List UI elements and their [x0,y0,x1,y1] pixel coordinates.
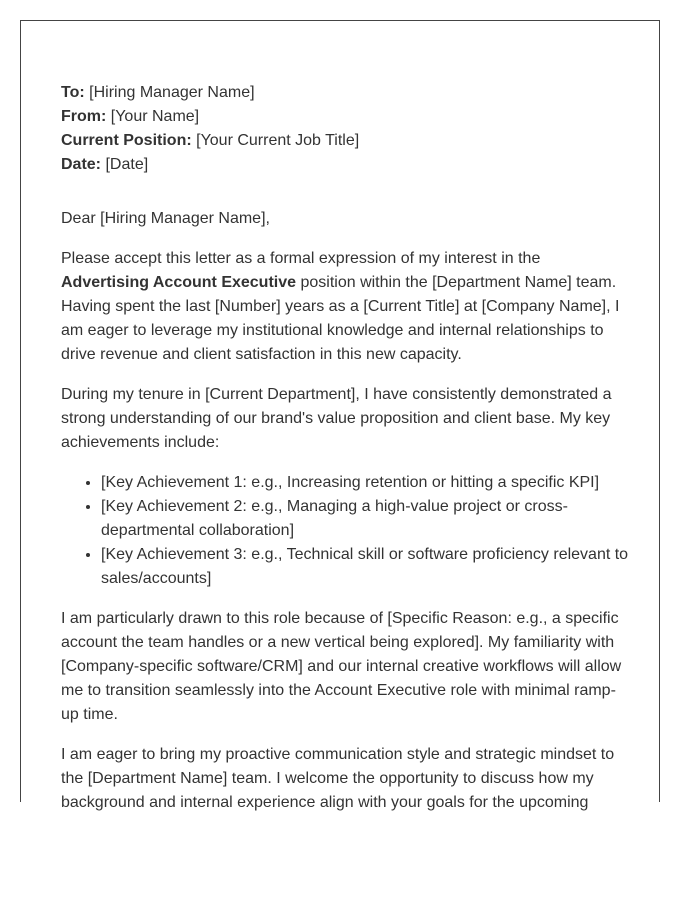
current-position-value: [Your Current Job Title] [196,132,360,149]
letter-page [20,20,660,811]
to-label: To: [61,84,85,101]
date-label: Date: [61,156,102,173]
achievements-list [61,471,631,591]
intro-text-end: position within the [Department Name] team. Having spent the last [Number] years as a [Current Title] at [Company Name], I am eager to leverage my institutional knowledge and internal relationships to drive revenue and client satisfaction in this new capacity. [61,274,620,363]
target-role-title: Advertising Account Executive [61,274,297,291]
to-line [61,81,631,105]
date-value: [Date] [105,156,149,173]
tenure-paragraph: During my tenure in [Current Department], I have consistently demonstrated a strong understanding of our brand's value proposition and client base. My key achievements include: [61,386,612,451]
current-position-label: Current Position: [61,132,192,149]
motivation-paragraph: I am particularly drawn to this role because of [Specific Reason: e.g., a specific account the team handles or a new vertical being explored]. My familiarity with [Company-specific software/CRM] and our internal creative workflows will allow me to transition seamlessly into the Account Executive role with minimal ramp-up time. [61,610,622,723]
to-value: [Hiring Manager Name] [89,84,255,101]
intro-text-start: Please accept this letter as a formal expression of my interest in the [61,250,541,267]
from-label: From: [61,108,107,125]
date-line [61,153,631,177]
achievement-item: • [Key Achievement 2: e.g., Managing a high-value project or cross-departmental collaboration] [101,495,631,543]
intro-paragraph [61,247,631,367]
achievement-item: • [Key Achievement 3: e.g., Technical skill or software proficiency relevant to sales/accounts] [101,543,631,591]
salutation: Dear [Hiring Manager Name], [61,210,270,227]
current-position-line [61,129,631,153]
from-line [61,105,631,129]
closing-paragraph: I am eager to bring my proactive communication style and strategic mindset to the [Department Name] team. I welcome the opportunity to discuss how my background and internal experience align with your goals for the upcoming [61,746,615,811]
achievement-item: • [Key Achievement 1: e.g., Increasing retention or hitting a specific KPI] [101,471,631,495]
from-value: [Your Name] [110,108,200,125]
letter-content [61,81,631,815]
